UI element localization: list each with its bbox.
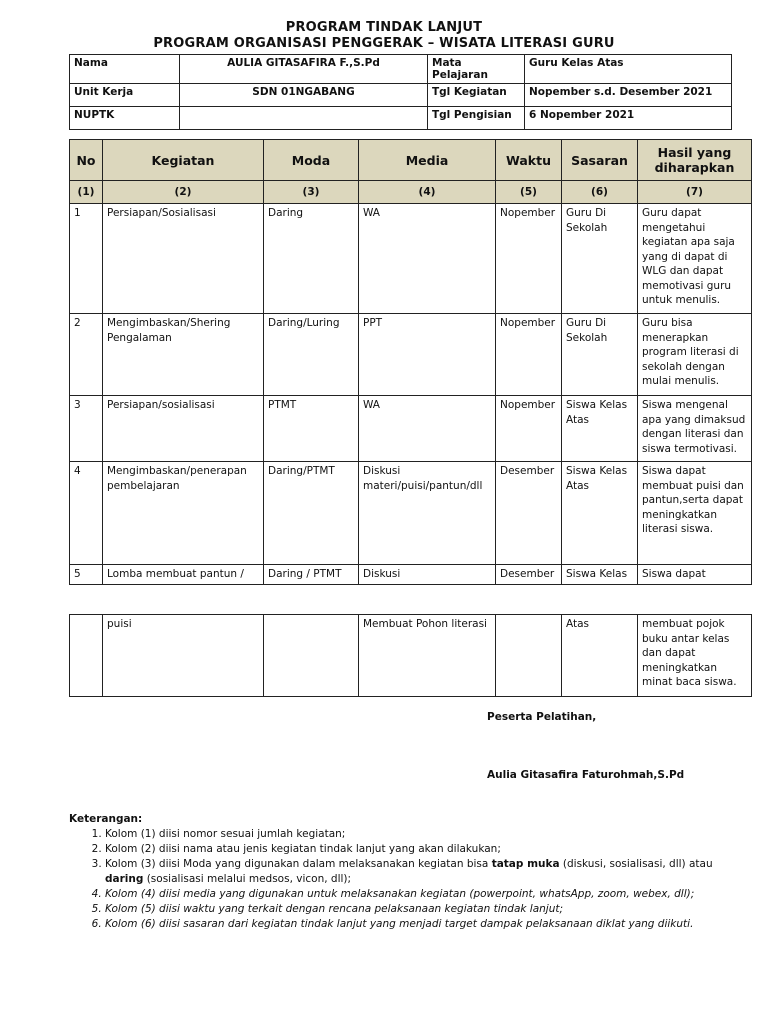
cell-hasil: Siswa mengenal apa yang dimaksud dengan literasi dan siswa termotivasi. bbox=[638, 396, 752, 462]
signature-label: Peserta Pelatihan, bbox=[487, 711, 597, 723]
activity-table-continued bbox=[69, 614, 752, 697]
col-header-no: No bbox=[70, 140, 103, 181]
col-header-waktu: Waktu bbox=[496, 140, 562, 181]
note-bold-text: tatap muka bbox=[491, 858, 560, 870]
notes-section bbox=[69, 812, 749, 932]
table-row bbox=[70, 396, 752, 462]
col-number: (3) bbox=[264, 181, 359, 204]
cell-no: 5 bbox=[70, 565, 103, 585]
tgl-kegiatan-value: Nopember s.d. Desember 2021 bbox=[525, 84, 732, 107]
col-header-sasaran: Sasaran bbox=[562, 140, 638, 181]
cell-kegiatan: Mengimbaskan/Shering Pengalaman bbox=[103, 314, 264, 396]
cell-moda: PTMT bbox=[264, 396, 359, 462]
cell-waktu: Desember bbox=[496, 565, 562, 585]
col-header-hasil: Hasil yang diharapkan bbox=[638, 140, 752, 181]
table-row bbox=[70, 462, 752, 565]
cell-moda bbox=[264, 615, 359, 697]
table-row bbox=[70, 204, 752, 314]
col-number: (5) bbox=[496, 181, 562, 204]
note-item: 5. Kolom (5) diisi waktu yang terkait dengan rencana pelaksanaan kegiatan tindak lanjut; bbox=[105, 902, 749, 917]
col-header-moda: Moda bbox=[264, 140, 359, 181]
cell-hasil: Siswa dapat membuat puisi dan pantun,serta dapat meningkatkan literasi siswa. bbox=[638, 462, 752, 565]
cell-kegiatan: puisi bbox=[103, 615, 264, 697]
cell-sasaran: Siswa Kelas bbox=[562, 565, 638, 585]
note-bold-text: daring bbox=[105, 873, 144, 885]
note-text: Kolom (3) diisi Moda yang digunakan dalam melaksanakan kegiatan bisa bbox=[105, 858, 492, 870]
cell-waktu: Nopember bbox=[496, 396, 562, 462]
cell-hasil: Guru dapat mengetahui kegiatan apa saja yang di dapat di WLG dan dapat memotivasi guru untuk menulis. bbox=[638, 204, 752, 314]
notes-list bbox=[69, 827, 749, 932]
cell-moda: Daring / PTMT bbox=[264, 565, 359, 585]
cell-sasaran: Siswa Kelas Atas bbox=[562, 396, 638, 462]
cell-kegiatan: Lomba membuat pantun / bbox=[103, 565, 264, 585]
nuptk-label: NUPTK bbox=[70, 107, 180, 130]
col-number: (7) bbox=[638, 181, 752, 204]
note-text: (sosialisasi melalui medsos, vicon, dll); bbox=[143, 873, 352, 885]
cell-no: 1 bbox=[70, 204, 103, 314]
cell-no: 3 bbox=[70, 396, 103, 462]
tgl-pengisian-label: Tgl Pengisian bbox=[428, 107, 525, 130]
cell-kegiatan: Mengimbaskan/penerapan pembelajaran bbox=[103, 462, 264, 565]
note-item bbox=[105, 857, 749, 887]
cell-sasaran: Guru Di Sekolah bbox=[562, 314, 638, 396]
table-row bbox=[70, 565, 752, 585]
cell-moda: Daring/PTMT bbox=[264, 462, 359, 565]
cell-media: Diskusi bbox=[359, 565, 496, 585]
col-number: (1) bbox=[70, 181, 103, 204]
mapel-label: Mata Pelajaran bbox=[428, 55, 525, 84]
col-header-media: Media bbox=[359, 140, 496, 181]
cell-waktu: Nopember bbox=[496, 204, 562, 314]
cell-media: WA bbox=[359, 396, 496, 462]
cell-sasaran: Atas bbox=[562, 615, 638, 697]
cell-hasil: membuat pojok buku antar kelas dan dapat meningkatkan minat baca siswa. bbox=[638, 615, 752, 697]
tgl-kegiatan-label: Tgl Kegiatan bbox=[428, 84, 525, 107]
note-item: 2. Kolom (2) diisi nama atau jenis kegiatan tindak lanjut yang akan dilakukan; bbox=[105, 842, 749, 857]
cell-no: 2 bbox=[70, 314, 103, 396]
mapel-value: Guru Kelas Atas bbox=[525, 55, 732, 84]
col-number: (4) bbox=[359, 181, 496, 204]
nuptk-value bbox=[180, 107, 428, 130]
cell-sasaran: Guru Di Sekolah bbox=[562, 204, 638, 314]
cell-hasil: Siswa dapat bbox=[638, 565, 752, 585]
cell-kegiatan: Persiapan/sosialisasi bbox=[103, 396, 264, 462]
cell-moda: Daring bbox=[264, 204, 359, 314]
cell-sasaran: Siswa Kelas Atas bbox=[562, 462, 638, 565]
note-item: 1. Kolom (1) diisi nomor sesuai jumlah kegiatan; bbox=[105, 827, 749, 842]
col-header-kegiatan: Kegiatan bbox=[103, 140, 264, 181]
cell-kegiatan: Persiapan/Sosialisasi bbox=[103, 204, 264, 314]
table-row bbox=[70, 314, 752, 396]
cell-hasil: Guru bisa menerapkan program literasi di sekolah dengan mulai menulis. bbox=[638, 314, 752, 396]
tgl-pengisian-value: 6 Nopember 2021 bbox=[525, 107, 732, 130]
note-text: (diskusi, sosialisasi, dll) atau bbox=[559, 858, 713, 870]
notes-heading: Keterangan: bbox=[69, 813, 143, 825]
signature-name: Aulia Gitasafira Faturohmah,S.Pd bbox=[487, 769, 685, 781]
cell-no: 4 bbox=[70, 462, 103, 565]
cell-media: WA bbox=[359, 204, 496, 314]
col-number: (6) bbox=[562, 181, 638, 204]
cell-media: Membuat Pohon literasi bbox=[359, 615, 496, 697]
activity-table bbox=[69, 139, 752, 585]
col-number: (2) bbox=[103, 181, 264, 204]
cell-waktu: Nopember bbox=[496, 314, 562, 396]
table-row bbox=[70, 615, 752, 697]
cell-waktu bbox=[496, 615, 562, 697]
unit-value: SDN 01NGABANG bbox=[180, 84, 428, 107]
cell-media: PPT bbox=[359, 314, 496, 396]
doc-title-line2: PROGRAM ORGANISASI PENGGERAK – WISATA LITERASI GURU bbox=[153, 36, 615, 51]
unit-label: Unit Kerja bbox=[70, 84, 180, 107]
doc-title-line1: PROGRAM TINDAK LANJUT bbox=[285, 20, 483, 35]
cell-no bbox=[70, 615, 103, 697]
note-item: 6. Kolom (6) diisi sasaran dari kegiatan tindak lanjut yang menjadi target dampak pelaksanaan diklat yang diikuti. bbox=[105, 917, 749, 932]
identity-table bbox=[69, 54, 732, 130]
cell-media: Diskusi materi/puisi/pantun/dll bbox=[359, 462, 496, 565]
cell-waktu: Desember bbox=[496, 462, 562, 565]
note-item: 4. Kolom (4) diisi media yang digunakan untuk melaksanakan kegiatan (powerpoint, whatsApp, zoom, webex, dll); bbox=[105, 887, 749, 902]
nama-value: AULIA GITASAFIRA F.,S.Pd bbox=[180, 55, 428, 84]
cell-moda: Daring/Luring bbox=[264, 314, 359, 396]
nama-label: Nama bbox=[70, 55, 180, 84]
